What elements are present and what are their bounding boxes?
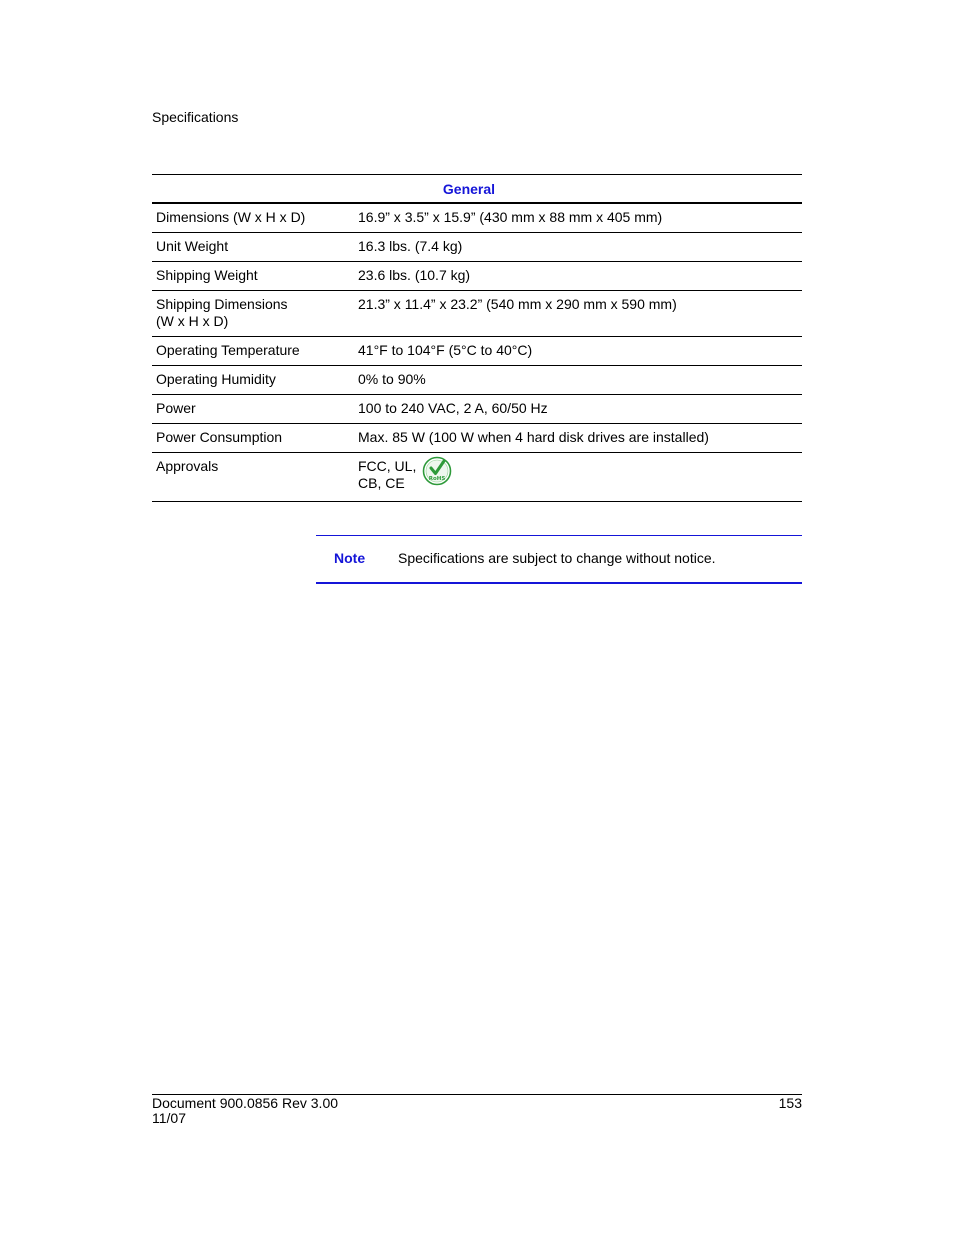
row-value: 100 to 240 VAC, 2 A, 60/50 Hz — [353, 395, 802, 424]
footer-document-info — [152, 1096, 338, 1126]
approvals-line2: CB, CE — [358, 475, 405, 491]
table-row — [152, 337, 802, 366]
table-header-row — [152, 175, 802, 204]
table-row — [152, 366, 802, 395]
note-label: Note — [334, 550, 366, 566]
row-label: Approvals — [152, 453, 353, 502]
row-label — [152, 291, 353, 337]
table-row — [152, 395, 802, 424]
row-value: 16.9” x 3.5” x 15.9” (430 mm x 88 mm x 405 mm) — [353, 203, 802, 233]
table-row — [152, 453, 802, 502]
row-label: Unit Weight — [152, 233, 353, 262]
table-row — [152, 233, 802, 262]
footer-document-number: Document 900.0856 Rev 3.00 — [152, 1095, 339, 1111]
table-heading: General — [152, 175, 802, 204]
row-value: 41°F to 104°F (5°C to 40°C) — [353, 337, 802, 366]
page-number: 153 — [778, 1095, 802, 1111]
note-text: Specifications are subject to change without notice. — [398, 550, 716, 566]
row-value: Max. 85 W (100 W when 4 hard disk drives are installed) — [353, 424, 802, 453]
row-value: 21.3” x 11.4” x 23.2” (540 mm x 290 mm x 590 mm) — [353, 291, 802, 337]
table-row — [152, 203, 802, 233]
row-label: Dimensions (W x H x D) — [152, 203, 353, 233]
row-label: Operating Temperature — [152, 337, 353, 366]
row-label: Operating Humidity — [152, 366, 353, 395]
row-label-line2: (W x H x D) — [156, 313, 229, 329]
row-label: Power — [152, 395, 353, 424]
table-row — [152, 291, 802, 337]
table-row — [152, 424, 802, 453]
table-row — [152, 262, 802, 291]
row-value: 23.6 lbs. (10.7 kg) — [353, 262, 802, 291]
specifications-table — [152, 174, 802, 502]
row-value: 0% to 90% — [353, 366, 802, 395]
row-label: Power Consumption — [152, 424, 353, 453]
row-label: Shipping Weight — [152, 262, 353, 291]
row-label-line1: Shipping Dimensions — [156, 296, 288, 312]
approvals-cell — [358, 458, 798, 492]
row-value — [353, 453, 802, 502]
approvals-text — [358, 458, 418, 492]
approvals-line1: FCC, UL, — [358, 458, 417, 474]
note-box — [316, 535, 802, 584]
row-value: 16.3 lbs. (7.4 kg) — [353, 233, 802, 262]
rohs-icon — [422, 456, 452, 486]
section-title: Specifications — [152, 109, 239, 125]
footer-date: 11/07 — [152, 1110, 186, 1126]
rohs-icon-label: RoHS — [428, 476, 446, 482]
